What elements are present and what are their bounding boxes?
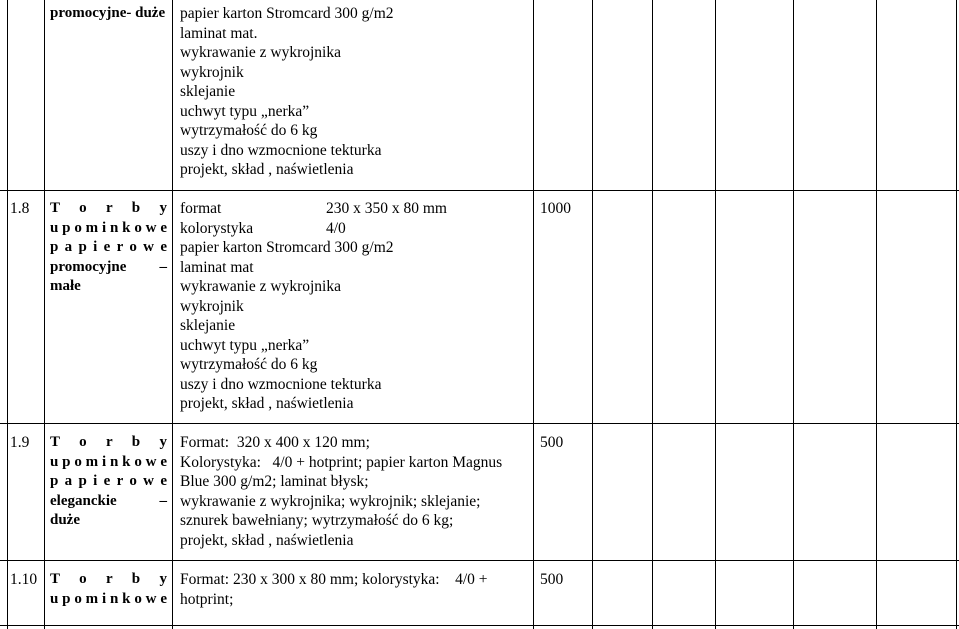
title-line: p a p i e r o w e (50, 473, 167, 489)
desc-line: uszy i dno wzmocnione tekturka (180, 141, 382, 159)
column-divider (592, 0, 593, 629)
desc-line: papier karton Stromcard 300 g/m2 (180, 239, 394, 256)
title-line: p a p i e r o w e (50, 239, 167, 255)
desc-line: projekt, skład , naświetlenia (180, 531, 354, 549)
row-description (180, 199, 540, 414)
column-divider (793, 0, 794, 629)
row-description (180, 433, 540, 550)
column-divider (172, 0, 173, 629)
desc-line: wykrawanie z wykrojnika; wykrojnik; sklejanie; (180, 492, 481, 510)
row-title (50, 433, 167, 531)
desc-line: uszy i dno wzmocnione tekturka (180, 375, 382, 393)
title-line: u p o m i n k o w e (50, 219, 167, 236)
column-divider (44, 0, 45, 629)
row-description (180, 570, 540, 609)
desc-line: uchwyt typu „nerka” (180, 336, 310, 354)
desc-line: Format: 230 x 300 x 80 mm; kolorystyka: 4/0 + (180, 571, 488, 588)
column-divider (876, 0, 877, 629)
title-line: eleganckie – (50, 492, 167, 509)
column-divider (956, 0, 957, 629)
row-title (50, 199, 167, 297)
title-line: T o r b y (50, 434, 167, 450)
column-divider (652, 0, 653, 629)
desc-line: Format: 320 x 400 x 120 mm; (180, 434, 370, 451)
desc-line: papier karton Stromcard 300 g/m2 (180, 5, 394, 22)
desc-line: projekt, skład , naświetlenia (180, 161, 354, 178)
column-divider (7, 0, 8, 629)
format-value: 230 x 350 x 80 mm (326, 200, 447, 217)
title-line: T o r b y (50, 571, 167, 587)
desc-line: sklejanie (180, 83, 236, 100)
row-number: 1.9 (10, 434, 30, 451)
desc-line: wykrawanie z wykrojnika (180, 278, 341, 295)
desc-line: hotprint; (180, 590, 234, 608)
title-line: małe (50, 278, 81, 294)
title-line: u p o m i n k o w e (50, 453, 167, 470)
row-title (50, 570, 167, 609)
desc-line: wytrzymałość do 6 kg (180, 122, 318, 139)
row-number: 1.8 (10, 200, 30, 217)
desc-line: wykrawanie z wykrojnika (180, 44, 341, 61)
row-divider (0, 190, 959, 191)
desc-line: wykrojnik (180, 297, 244, 315)
desc-line: laminat mat. (180, 24, 258, 42)
desc-line: sklejanie (180, 317, 236, 334)
row-number: 1.10 (10, 571, 38, 588)
desc-line: Blue 300 g/m2; laminat błysk; (180, 473, 369, 490)
row-divider (0, 423, 959, 424)
color-value: 4/0 (326, 219, 346, 237)
desc-line: projekt, skład , naświetlenia (180, 395, 354, 412)
desc-line: Kolorystyka: 4/0 + hotprint; papier karton Magnus (180, 453, 503, 471)
color-label: kolorystyka (180, 219, 254, 237)
desc-color-line (180, 219, 540, 239)
title-line: u p o m i n k o w e (50, 590, 167, 607)
row-title (50, 4, 175, 24)
row-quantity: 1000 (540, 200, 571, 217)
row-description (180, 4, 540, 180)
title-line: duże (50, 512, 80, 528)
desc-line: sznurek bawełniany; wytrzymałość do 6 kg; (180, 512, 454, 529)
desc-line: wytrzymałość do 6 kg (180, 356, 318, 373)
row-quantity: 500 (540, 571, 564, 588)
title-line: promocyjne – (50, 258, 167, 275)
row-divider (0, 560, 959, 561)
column-divider (715, 0, 716, 629)
row-quantity: 500 (540, 434, 564, 451)
title-line: T o r b y (50, 200, 167, 216)
desc-line: laminat mat (180, 258, 254, 276)
row-divider (0, 625, 959, 626)
format-label: format (180, 200, 222, 217)
desc-format-line (180, 199, 540, 219)
title-line: promocyjne- duże (50, 5, 166, 21)
desc-line: wykrojnik (180, 63, 244, 81)
desc-line: uchwyt typu „nerka” (180, 102, 310, 120)
